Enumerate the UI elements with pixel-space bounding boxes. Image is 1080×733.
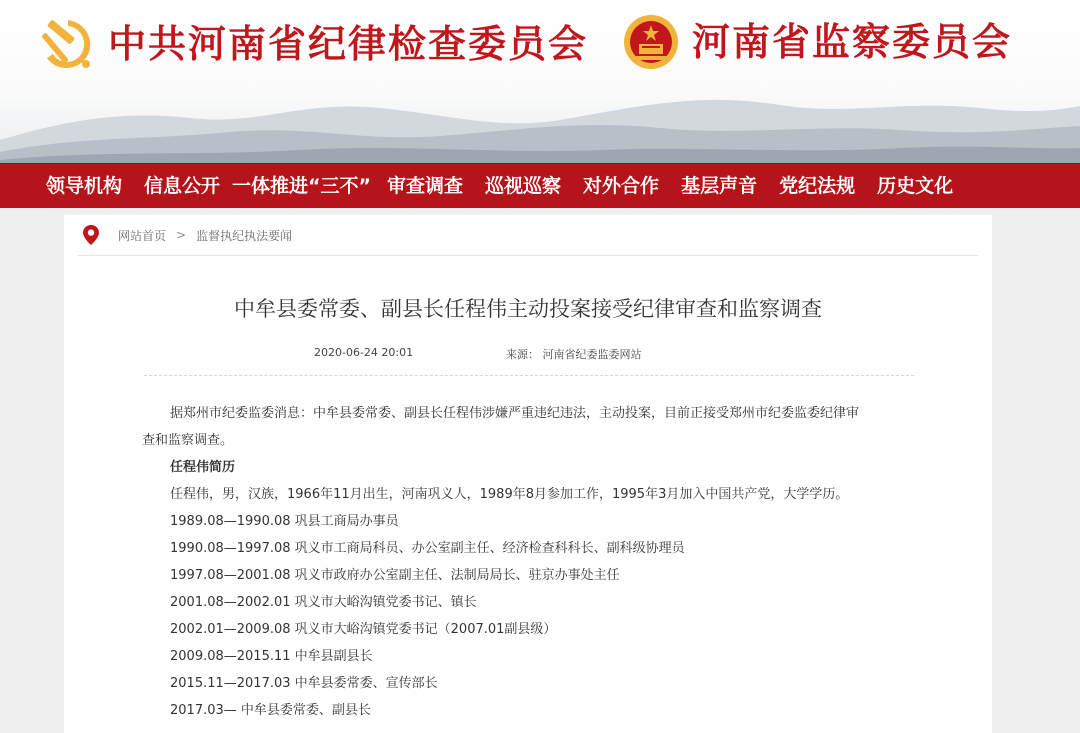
nav-item-leadership[interactable]: 领导机构 [46,175,123,197]
career-item: 2017.03— 中牟县委常委、副县长 [170,703,371,718]
career-item: 2002.01—2009.08 巩义市大峪沟镇党委书记（2007.01副县级） [170,622,557,637]
nav-item-external-cooperation[interactable]: 对外合作 [583,175,660,197]
breadcrumb-separator: > [176,228,187,242]
bio-heading: 任程伟简历 [170,460,236,475]
career-item: 2001.08—2002.01 巩义市大峪沟镇党委书记、镇长 [170,595,477,610]
site-banner [0,0,1080,163]
nav-item-party-regulations[interactable]: 党纪法规 [779,175,856,197]
article-paragraph-intro-continued: 查和监察调查。 [142,433,234,448]
title-divider [144,375,914,376]
nav-item-info-disclosure[interactable]: 信息公开 [144,175,221,197]
article-paragraph-intro: 据郑州市纪委监委消息：中牟县委常委、副县长任程伟涉嫌严重违纪违法，主动投案，目前正接受郑州市纪委监委纪律审 [170,406,860,421]
nav-item-review-investigation[interactable]: 审查调查 [387,175,464,197]
mountain-landscape [0,70,1080,163]
article-source: 来源： 河南省纪委监委网站 [506,348,642,361]
breadcrumb-current[interactable]: 监督执纪执法要闻 [196,228,293,243]
bio-summary: 任程伟，男，汉族，1966年11月出生，河南巩义人，1989年8月参加工作，1995年3月加入中国共产党，大学学历。 [170,487,849,502]
career-item: 2009.08—2015.11 中牟县副县长 [170,649,373,664]
national-emblem-icon [622,12,680,74]
career-item: 1990.08—1997.08 巩义市工商局科员、办公室副主任、经济检查科科长、副科级协理员 [170,541,685,556]
main-nav [0,163,1080,208]
career-item: 1997.08—2001.08 巩义市政府办公室副主任、法制局局长、驻京办事处主任 [170,568,620,583]
article-panel [64,215,992,733]
location-pin-icon [82,224,100,246]
breadcrumb-home-link[interactable]: 网站首页 [118,228,167,243]
career-item: 1989.08—1990.08 巩县工商局办事员 [170,514,399,529]
career-item: 2015.11—2017.03 中牟县委常委、宣传部长 [170,676,438,691]
breadcrumb [82,224,292,246]
site-title-discipline-commission: 中共河南省纪律检查委员会 [108,21,589,66]
nav-item-grassroots-voice[interactable]: 基层声音 [681,175,758,197]
article-date: 2020-06-24 20:01 [314,346,414,359]
nav-item-three-nots[interactable]: 一体推进“三不” [232,175,372,197]
nav-item-inspection[interactable]: 巡视巡察 [485,175,562,197]
site-title-supervision-commission: 河南省监察委员会 [692,19,1013,64]
party-emblem-icon [38,14,96,72]
article-title: 中牟县委常委、副县长任程伟主动投案接受纪律审查和监察调查 [234,297,822,321]
nav-item-history-culture[interactable]: 历史文化 [877,175,954,197]
breadcrumb-divider [78,255,978,256]
